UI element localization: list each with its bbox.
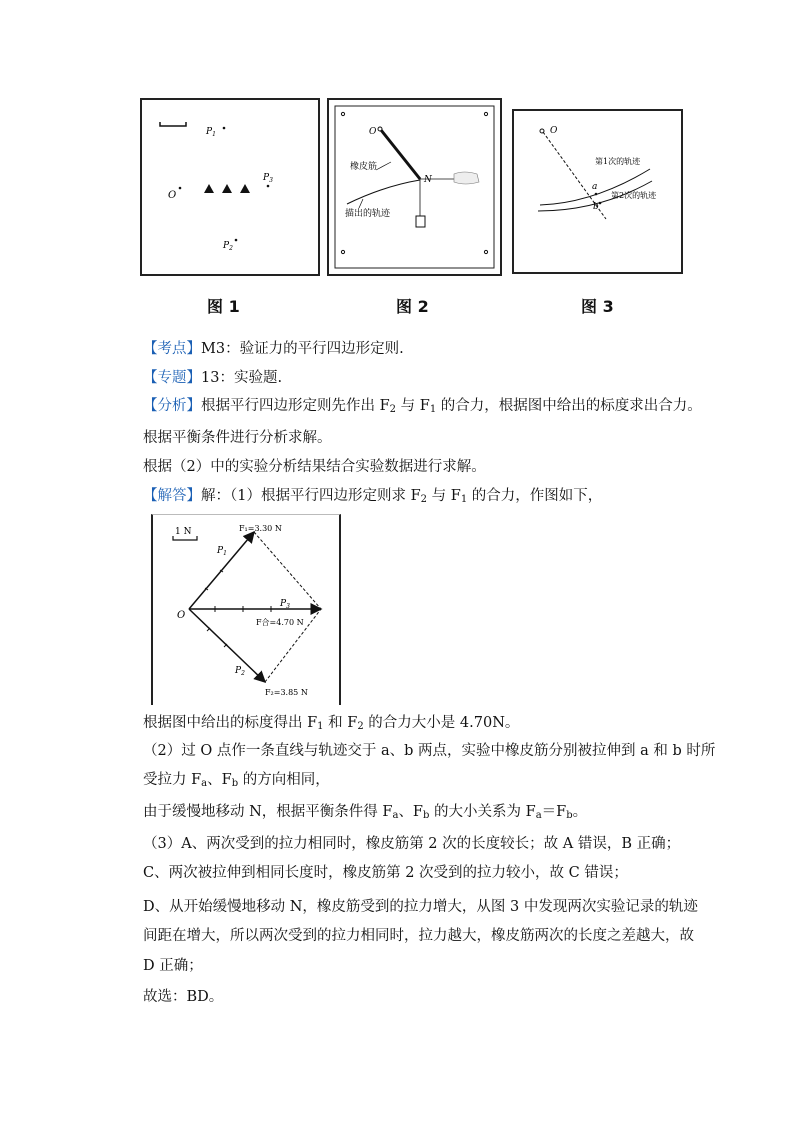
paragraph-line — [143, 770, 330, 794]
fig1-p2-point — [235, 239, 238, 242]
fig3-b-label: b — [593, 202, 599, 212]
fenxi-text: 的合力，根据图中给出的标度求出合力。 — [436, 398, 702, 414]
second-track-label: 第2次的轨迹 — [611, 191, 657, 200]
zhuanti-text: 13：实验题. — [201, 370, 283, 386]
paragraph-line — [143, 802, 587, 826]
paragraph-text: 。 — [572, 804, 588, 820]
fenxi-text: 与 F — [396, 398, 430, 414]
figure-1-drawing — [142, 100, 318, 274]
fenxi-text: 根据平行四边形定则先作出 F — [201, 398, 390, 414]
resultant-label: F合=4.70 N — [256, 618, 304, 627]
o-label: O — [177, 610, 186, 621]
kaodian-text: M3：验证力的平行四边形定则. — [201, 341, 404, 357]
triangle-marker — [204, 184, 214, 193]
fig1-p2-label: $P_2$ — [223, 241, 233, 252]
scale-label: 1 N — [175, 527, 192, 537]
paragraph-line: （2）过 O 点作一条直线与轨迹交于 a、b 两点，实验中橡皮筋分别被拉伸到 a 和 b 时所 — [143, 743, 716, 759]
fenxi-line — [143, 396, 702, 420]
rubber-band-line — [381, 130, 420, 179]
jieda-tag: 【解答】 — [143, 488, 201, 504]
subscript: 2 — [357, 721, 364, 732]
jieda-text: 的合力，作图如下， — [467, 488, 603, 504]
force-diagram — [151, 514, 341, 705]
paragraph-text: 由于缓慢地移动 N，根据平衡条件得 F — [143, 804, 393, 820]
kaodian-tag: 【考点】 — [143, 341, 201, 357]
p2-label: $P_2$ — [235, 666, 245, 677]
jieda-line — [143, 486, 602, 510]
fig1-o-point — [179, 187, 182, 190]
subscript: 1 — [429, 404, 437, 415]
rubber-band-label: 橡皮筋 — [350, 162, 378, 172]
figure-1-caption: 图 1 — [207, 297, 240, 316]
f1-label: F₁=3.30 N — [239, 524, 282, 533]
paragraph-text: 、F — [207, 772, 232, 788]
fig1-p3-label: $P_3$ — [263, 173, 273, 184]
pin-icon — [484, 250, 487, 253]
fig1-p1-point — [223, 127, 226, 130]
paragraph-line: D 正确； — [143, 958, 203, 974]
traced-path-curve — [347, 180, 420, 204]
subscript: a — [535, 810, 542, 821]
subscript: 1 — [317, 721, 324, 732]
subscript: b — [231, 778, 239, 789]
fig2-o-label: O — [369, 127, 377, 137]
zhuanti-line — [143, 368, 282, 388]
zhuanti-tag: 【专题】 — [143, 370, 201, 386]
f2-label: F₂=3.85 N — [265, 688, 308, 697]
paragraph-text: 受拉力 F — [143, 772, 202, 788]
answer-line: 故选：BD。 — [143, 989, 224, 1005]
triangle-marker — [222, 184, 232, 193]
result-text: 的合力大小是 4.70N。 — [363, 715, 520, 731]
pin-icon — [341, 112, 344, 115]
dashed-side — [254, 532, 321, 609]
fig1-o-label: O — [168, 190, 177, 201]
fig2-n-label: N — [424, 175, 432, 185]
pin-icon — [341, 250, 344, 253]
figure-2-caption: 图 2 — [396, 297, 429, 316]
jieda-text: 与 F — [427, 488, 461, 504]
subscript: 2 — [389, 404, 397, 415]
figure-2-drawing — [329, 100, 500, 274]
pin-icon — [484, 112, 487, 115]
paragraph-text: ＝F — [541, 804, 567, 820]
figure-1 — [140, 98, 320, 276]
paragraph-line: D、从开始缓慢地移动 N，橡皮筋受到的拉力增大，从图 3 中发现两次实验记录的轨迹 — [143, 899, 698, 915]
f2-arrow — [189, 609, 265, 682]
scale-bar — [160, 122, 186, 126]
paragraph-line: C、两次被拉伸到相同长度时，橡皮筋第 2 次受到的拉力较小，故 C 错误； — [143, 865, 628, 881]
subscript: 2 — [420, 494, 428, 505]
paragraph-text: 的大小关系为 F — [429, 804, 536, 820]
figure-2 — [327, 98, 502, 276]
fig1-p1-label: $P_1$ — [206, 127, 216, 138]
figure-3 — [512, 109, 683, 274]
result-text: 根据图中给出的标度得出 F — [143, 715, 318, 731]
figure-3-drawing — [514, 111, 681, 272]
fig3-o-label: O — [550, 126, 558, 136]
subscript: a — [392, 810, 399, 821]
paragraph-line: 根据（2）中的实验分析结果结合实验数据进行求解。 — [143, 459, 486, 475]
kaodian-line — [143, 339, 404, 359]
first-track-label: 第1次的轨迹 — [595, 157, 641, 166]
fenxi-tag: 【分析】 — [143, 398, 201, 414]
fig3-a-point — [595, 193, 598, 196]
p3-label: $P_3$ — [280, 599, 290, 610]
board-outline — [335, 106, 494, 268]
traced-path-label: 描出的轨迹 — [345, 209, 391, 219]
paragraph-text: 、F — [398, 804, 423, 820]
weight-icon — [416, 216, 425, 227]
triangle-marker — [240, 184, 250, 193]
paragraph-line: 根据平衡条件进行分析求解。 — [143, 430, 332, 446]
force-diagram-svg — [153, 515, 339, 705]
hand-icon — [454, 172, 479, 184]
fig3-a-label: a — [592, 182, 598, 192]
result-line — [143, 713, 519, 737]
p1-label: $P_1$ — [217, 546, 227, 557]
subscript: b — [423, 810, 430, 821]
figure-3-caption: 图 3 — [581, 297, 614, 316]
paragraph-line: （3）A、两次受到的拉力相同时，橡皮筋第 2 次的长度较长；故 A 错误，B 正确； — [143, 836, 681, 852]
paragraph-line: 间距在增大，所以两次受到的拉力相同时，拉力越大，橡皮筋两次的长度之差越大，故 — [143, 928, 694, 944]
label-leader-line — [359, 199, 363, 208]
subscript: b — [566, 810, 573, 821]
label-leader-line — [376, 162, 391, 170]
subscript: a — [201, 778, 208, 789]
fig3-b-point — [599, 202, 602, 205]
result-text: 和 F — [323, 715, 358, 731]
subscript: 1 — [460, 494, 468, 505]
fig1-p3-point — [267, 185, 270, 188]
paragraph-text: 的方向相同， — [238, 772, 330, 788]
jieda-text: 解：（1）根据平行四边形定则求 F — [201, 488, 421, 504]
